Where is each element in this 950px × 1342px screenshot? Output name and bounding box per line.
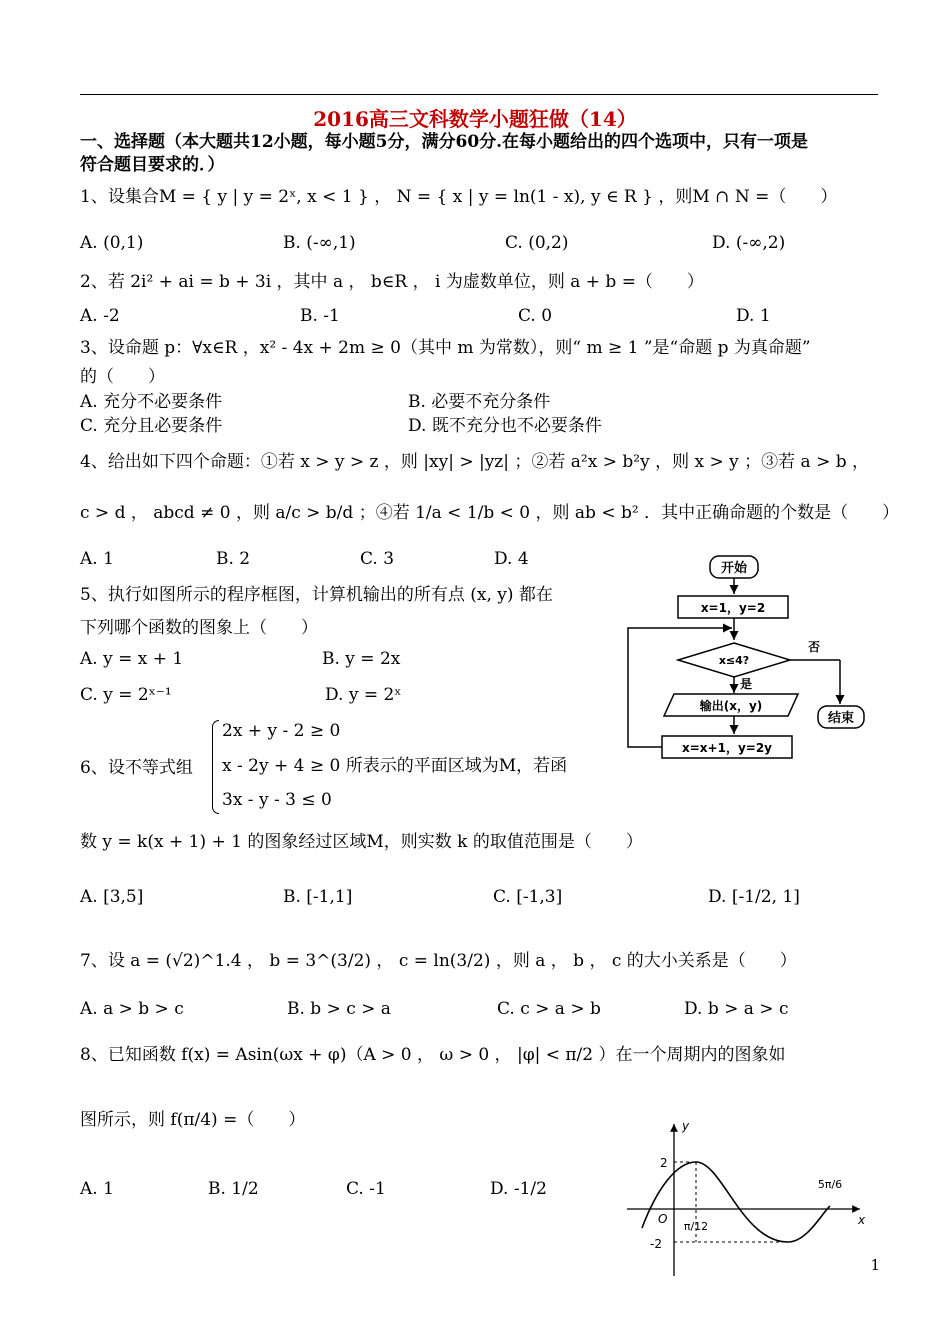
q8-option-c: C. -1	[346, 1179, 386, 1199]
q5-option-d: D. y = 2ˣ	[325, 685, 402, 705]
flowchart-condition-label: x≤4?	[718, 654, 750, 667]
q1-stem: 1、设集合M = { y | y = 2ˣ, x < 1 } ， N = { x | y = ln(1 - x), y ∈ R } ，则M ∩ N =（ ）	[80, 187, 838, 207]
q1-option-b: B. (-∞,1)	[283, 233, 356, 253]
min-label: -2	[650, 1237, 662, 1251]
q7-option-b: B. b > c > a	[287, 999, 391, 1019]
q3-option-b: B. 必要不充分条件	[408, 392, 551, 412]
q3-option-d: D. 既不充分也不必要条件	[408, 416, 602, 436]
x2-label: 5π/6	[817, 1178, 843, 1191]
page-number: 1	[870, 1256, 880, 1274]
q2-option-c: C. 0	[518, 306, 553, 326]
q8-option-a: A. 1	[80, 1179, 114, 1199]
q8-option-b: B. 1/2	[208, 1179, 259, 1199]
q4-option-b: B. 2	[216, 549, 251, 569]
page-title: 2016高三文科数学小题狂做（14）	[313, 107, 637, 131]
q2-option-b: B. -1	[300, 306, 340, 326]
flowchart-start-label: 开始	[720, 561, 748, 576]
q2-stem: 2、若 2i² + ai = b + 3i ，其中 a ， b∈R ， i 为虚数单位，则 a + b =（ ）	[80, 272, 704, 292]
q6-stem-intro: 6、设不等式组	[80, 758, 193, 778]
q7-option-c: C. c > a > b	[497, 999, 601, 1019]
q5-option-c: C. y = 2ˣ⁻¹	[80, 685, 172, 705]
q6-stem-line2: 数 y = k(x + 1) + 1 的图象经过区域M，则实数 k 的取值范围是（ ）	[80, 832, 643, 852]
q1-option-c: C. (0,2)	[505, 233, 569, 253]
q6-brace	[212, 720, 219, 814]
q4-stem-line1: 4、给出如下四个命题：①若 x > y > z ，则 |xy| > |yz| ；②若 a²x > b²y ，则 x > y ；③若 a > b ，	[80, 452, 870, 472]
q6-inequality-1: 2x + y - 2 ≥ 0	[222, 721, 341, 741]
q5-stem-line2: 下列哪个函数的图象上（ ）	[80, 618, 318, 638]
q6-option-c: C. [-1,3]	[493, 887, 563, 907]
q1-option-d: D. (-∞,2)	[712, 233, 786, 253]
q3-stem-line2: 的（ ）	[80, 367, 165, 387]
q6-option-b: B. [-1,1]	[283, 887, 353, 907]
q3-stem-line1: 3、设命题 p：∀x∈R ，x² - 4x + 2m ≥ 0（其中 m 为常数），则“ m ≥ 1 ”是“命题 p 为真命题”	[80, 338, 811, 358]
q7-option-d: D. b > a > c	[684, 999, 789, 1019]
q6-inequality-3: 3x - y - 3 ≤ 0	[222, 790, 332, 810]
flowchart-end-label: 结束	[827, 711, 855, 726]
y-axis-label: y	[682, 1119, 690, 1133]
q5-option-a: A. y = x + 1	[80, 649, 184, 669]
section-heading-line1: 一、选择题（本大题共12小题，每小题5分，满分60分.在每小题给出的四个选项中，只有一项是	[80, 132, 809, 152]
q8-stem-line1: 8、已知函数 f(x) = Asin(ωx + φ)（A > 0 ， ω > 0 ， |φ| < π/2 ）在一个周期内的图象如	[80, 1045, 786, 1065]
q6-option-d: D. [-1/2, 1]	[708, 887, 800, 907]
q7-stem: 7、设 a = (√2)^1.4 ， b = 3^(3/2) ， c = ln(3/2) ，则 a ， b ， c 的大小关系是（ ）	[80, 951, 797, 971]
q8-option-d: D. -1/2	[490, 1179, 547, 1199]
q4-option-a: A. 1	[80, 549, 114, 569]
q5-stem-line1: 5、执行如图所示的程序框图，计算机输出的所有点 (x, y) 都在	[80, 585, 553, 605]
max-label: 2	[660, 1156, 668, 1170]
program-flowchart	[620, 548, 870, 763]
flowchart-init-label: x=1，y=2	[700, 601, 766, 615]
flowchart-output-label: 输出(x，y)	[699, 699, 763, 713]
q3-option-a: A. 充分不必要条件	[80, 392, 223, 412]
x1-label: π/12	[683, 1220, 709, 1233]
q1-option-a: A. (0,1)	[80, 233, 144, 253]
sine-graph	[622, 1118, 872, 1280]
q3-option-c: C. 充分且必要条件	[80, 416, 223, 436]
q2-option-d: D. 1	[736, 306, 771, 326]
flowchart-update-label: x=x+1，y=2y	[682, 741, 772, 755]
origin-label: O	[658, 1212, 668, 1226]
q6-option-a: A. [3,5]	[80, 887, 144, 907]
sine-curve	[642, 1162, 830, 1242]
q7-option-a: A. a > b > c	[80, 999, 184, 1019]
q6-inequality-2: x - 2y + 4 ≥ 0 所表示的平面区域为M，若函	[222, 756, 568, 776]
top-rule	[80, 94, 878, 95]
q4-option-c: C. 3	[360, 549, 395, 569]
section-heading-line2: 符合题目要求的．）	[80, 155, 225, 175]
q4-option-d: D. 4	[494, 549, 529, 569]
flowchart-yes-label: 是	[740, 677, 753, 691]
q8-stem-line2: 图所示，则 f(π/4) =（ ）	[80, 1110, 306, 1130]
q5-option-b: B. y = 2x	[322, 649, 401, 669]
q4-stem-line2: c > d ， abcd ≠ 0 ，则 a/c > b/d ；④若 1/a < 1/b < 0 ，则 ab < b² ．其中正确命题的个数是（ ）	[80, 503, 900, 523]
q2-option-a: A. -2	[80, 306, 120, 326]
flowchart-no-label: 否	[808, 640, 821, 654]
x-axis-label: x	[858, 1213, 866, 1227]
